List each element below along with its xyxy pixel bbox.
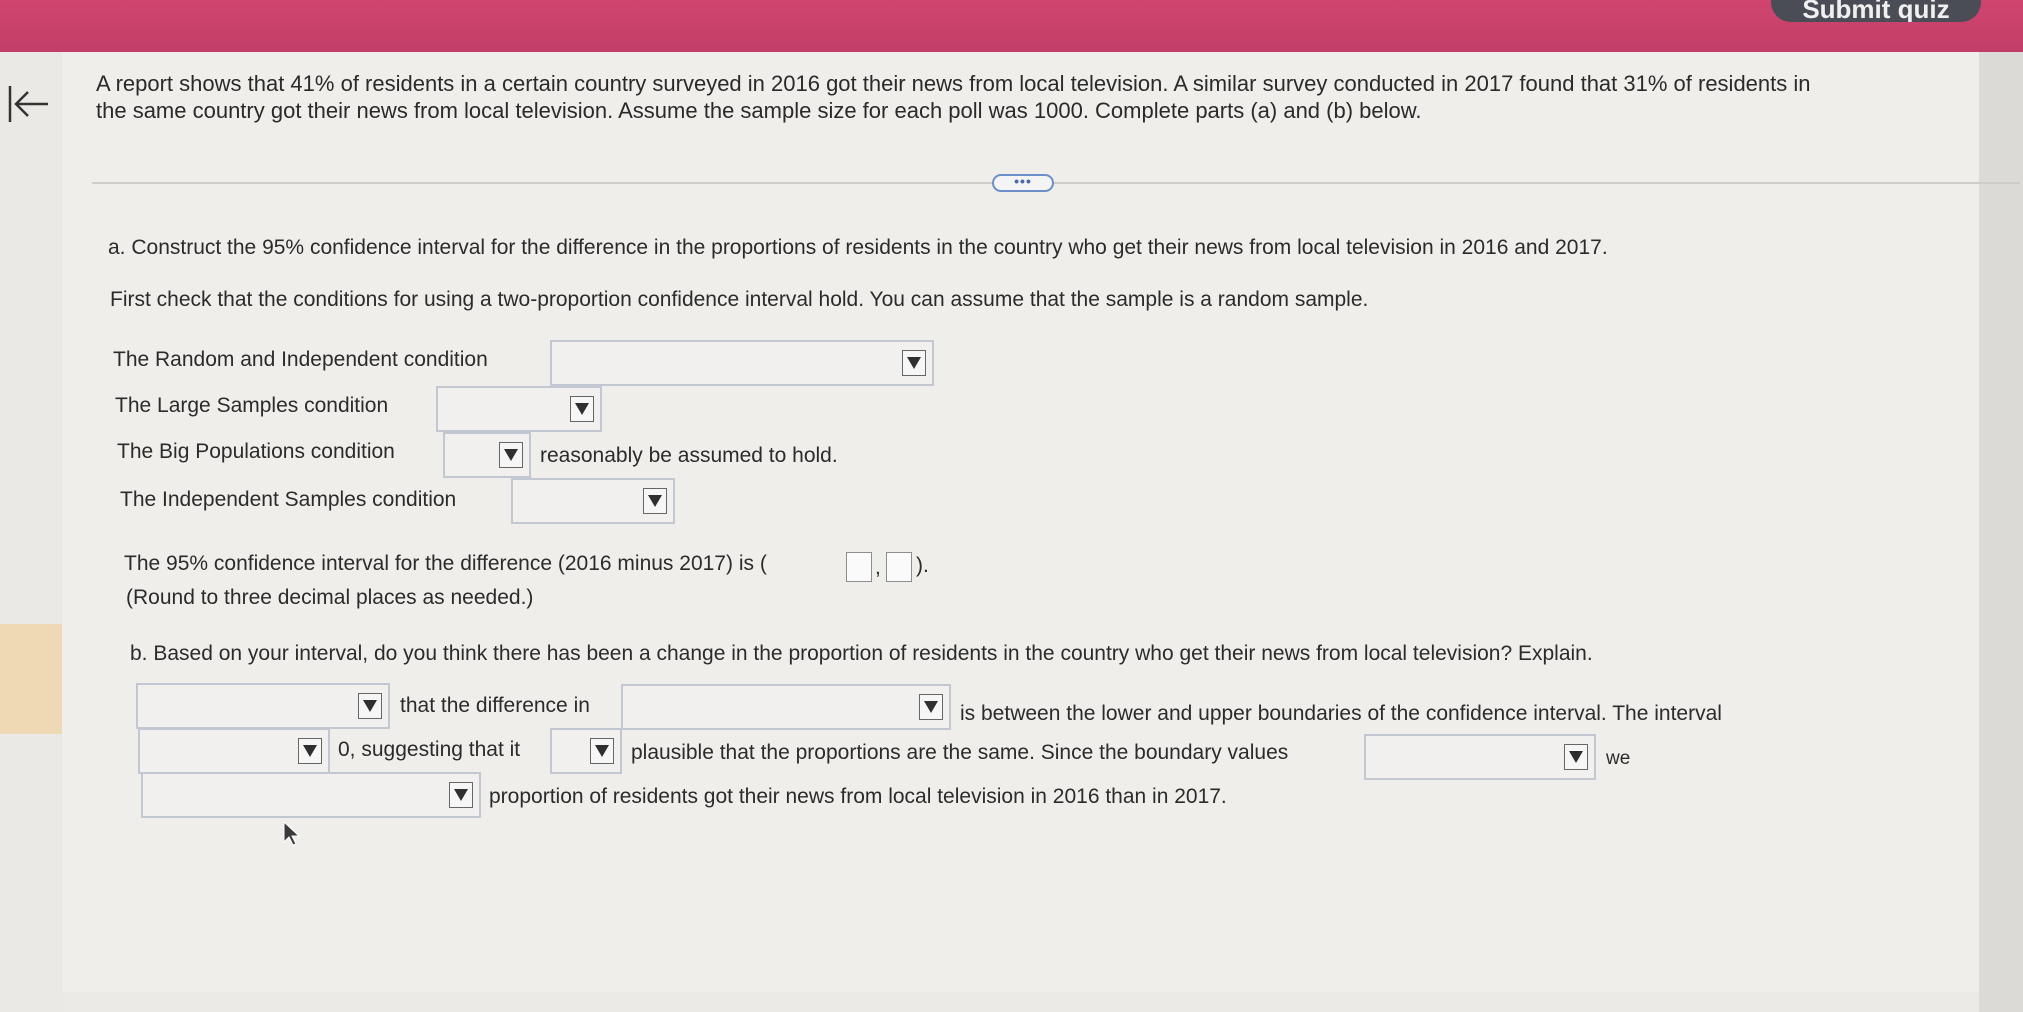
big-populations-dropdown[interactable] [443, 432, 531, 478]
big-populations-label: The Big Populations condition [117, 440, 395, 463]
chevron-down-icon [358, 693, 382, 719]
is-between-text: is between the lower and upper boundaries of the confidence interval. The interval [960, 702, 1722, 725]
random-independent-dropdown[interactable] [550, 340, 934, 386]
ci-suffix-text: ). [916, 554, 929, 577]
chevron-down-icon [298, 738, 322, 764]
random-independent-label: The Random and Independent condition [113, 348, 488, 371]
part-b-dropdown-5[interactable] [1364, 734, 1596, 780]
independent-samples-label: The Independent Samples condition [120, 488, 457, 511]
left-rail [0, 52, 62, 1012]
part-b-title: b. Based on your interval, do you think there has been a change in the proportion of residents in the country who get their news from local television? Explain. [130, 642, 1593, 665]
large-samples-dropdown[interactable] [436, 386, 602, 432]
prompt-line-2: the same country got their news from local television. Assume the sample size for each poll was 1000. Complete parts (a) and (b) below. [96, 98, 1422, 123]
round-note: (Round to three decimal places as needed.) [126, 586, 534, 609]
chevron-down-icon [902, 350, 926, 376]
part-b-dropdown-3[interactable] [138, 728, 330, 774]
ci-lower-input[interactable] [846, 552, 872, 582]
chevron-down-icon [499, 442, 523, 468]
proportion-text: proportion of residents got their news from local television in 2016 than in 2017. [489, 785, 1227, 808]
collapse-left-arrow-icon[interactable] [6, 80, 50, 130]
part-b-dropdown-2[interactable] [621, 684, 951, 730]
independent-samples-dropdown[interactable] [511, 478, 675, 524]
chevron-down-icon [1564, 744, 1588, 770]
large-samples-label: The Large Samples condition [115, 394, 389, 417]
section-divider [92, 182, 2020, 184]
chevron-down-icon [643, 488, 667, 514]
mouse-pointer-icon [282, 820, 302, 846]
top-bar [0, 0, 2023, 52]
big-populations-suffix: reasonably be assumed to hold. [540, 444, 838, 467]
ci-comma: , [875, 556, 881, 579]
show-more-button[interactable]: ••• [992, 174, 1054, 192]
chevron-down-icon [570, 396, 594, 422]
ci-prefix-text: The 95% confidence interval for the difference (2016 minus 2017) is ( [124, 552, 767, 575]
submit-quiz-button[interactable]: Submit quiz [1771, 0, 1981, 22]
that-difference-in-text: that the difference in [400, 694, 590, 717]
part-a-title: a. Construct the 95% confidence interval for the difference in the proportions of residents in the country who get their news from local television in 2016 and 2017. [108, 236, 1608, 259]
plausible-text: plausible that the proportions are the same. Since the boundary values [631, 741, 1289, 764]
zero-suggesting-text: 0, suggesting that it [338, 738, 521, 761]
right-edge-strip [1979, 52, 2023, 1012]
part-b-dropdown-1[interactable] [136, 683, 390, 729]
question-panel [62, 52, 1982, 992]
chevron-down-icon [449, 782, 473, 808]
chevron-down-icon [590, 738, 614, 764]
part-b-dropdown-4[interactable] [550, 728, 622, 774]
chevron-down-icon [919, 694, 943, 720]
ci-upper-input[interactable] [886, 552, 912, 582]
part-b-dropdown-6[interactable] [141, 772, 481, 818]
we-text: we [1606, 748, 1631, 769]
prompt-line-1: A report shows that 41% of residents in a certain country surveyed in 2016 got their news from local television. A similar survey conducted in 2017 found that 31% of residents in [96, 71, 1811, 96]
question-prompt [96, 70, 2016, 124]
part-a-instruction: First check that the conditions for using a two-proportion confidence interval hold. You can assume that the sample is a random sample. [110, 288, 1369, 311]
